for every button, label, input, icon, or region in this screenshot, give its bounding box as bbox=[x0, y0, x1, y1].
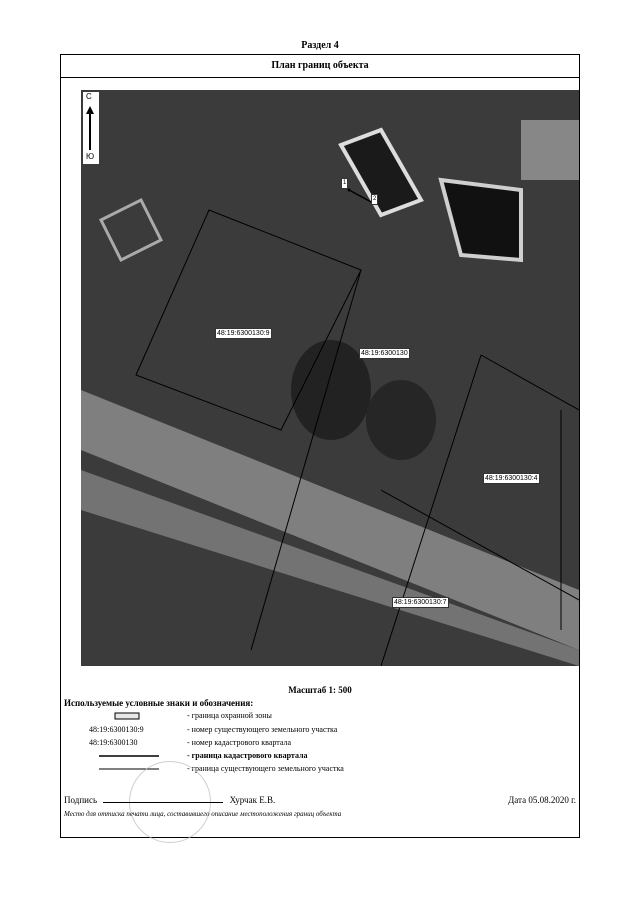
map-overlay bbox=[81, 90, 579, 666]
legend-desc: - граница существующего земельного участка bbox=[187, 764, 344, 773]
section-title: Раздел 4 bbox=[301, 40, 339, 51]
plan-title: План границ объекта bbox=[61, 55, 579, 78]
north-arrow-icon bbox=[83, 104, 99, 154]
signature-line bbox=[103, 802, 223, 803]
building-3 bbox=[521, 120, 579, 180]
legend-desc: - номер кадастрового квартала bbox=[187, 738, 292, 747]
compass-south: Ю bbox=[86, 152, 95, 161]
signature-date: Дата 05.08.2020 г. bbox=[508, 795, 576, 805]
legend-desc: - граница кадастрового квартала bbox=[187, 751, 308, 760]
signer-name: Хурчак Е.В. bbox=[229, 795, 276, 805]
legend-symbol: 48:19:6300130 bbox=[89, 738, 138, 747]
legend-title: Используемые условные знаки и обозначения: bbox=[64, 698, 254, 708]
parcel-label-quarter: 48:19:6300130 bbox=[361, 350, 408, 357]
signature-row bbox=[64, 795, 576, 805]
parcel-label-7: 48:19:6300130:7 bbox=[394, 599, 447, 606]
signature-label: Подпись bbox=[64, 795, 98, 805]
legend-row-parcel-number bbox=[61, 725, 579, 738]
legend-zone-symbol bbox=[89, 711, 169, 723]
parcel-label-4: 48:19:6300130:4 bbox=[485, 475, 538, 482]
legend-desc: - граница охранной зоны bbox=[187, 711, 272, 720]
compass bbox=[83, 92, 99, 164]
legend-desc: - номер существующего земельного участка bbox=[187, 725, 338, 734]
parcel-label-9: 48:19:6300130:9 bbox=[217, 330, 270, 337]
point-label-2: 2 bbox=[371, 194, 378, 205]
legend-row-quarter-boundary bbox=[61, 751, 579, 764]
tree-cluster-2 bbox=[366, 380, 436, 460]
legend-row-zone bbox=[61, 711, 579, 724]
legend-quarter-line bbox=[89, 751, 169, 763]
scale-label: Масштаб 1: 500 bbox=[288, 685, 352, 695]
aerial-map bbox=[81, 90, 579, 666]
point-label-1: 1 bbox=[341, 178, 348, 189]
legend-symbol: 48:19:6300130:9 bbox=[89, 725, 144, 734]
compass-north: С bbox=[86, 92, 92, 101]
document-frame bbox=[60, 54, 580, 838]
legend-row-quarter-number bbox=[61, 738, 579, 751]
stamp-note: Место для оттиска печати лица, составившего описание местоположения границ объекта bbox=[64, 810, 342, 818]
